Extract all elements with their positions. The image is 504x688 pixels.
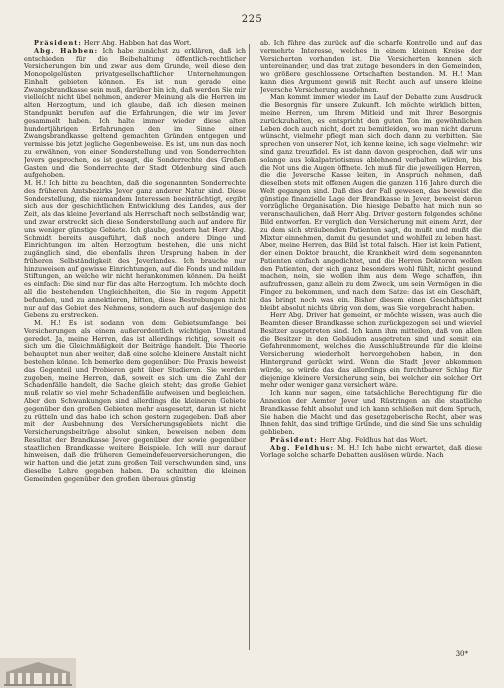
paragraph-text: Ich habe zunächst zu erklären, daß ich entschieden für die Beibehaltung öffentlich-rechtlicher Versicherungen bin und zwar aus dem Grunde, weil diese den Monopolgelüsten privatgesellschaftlicher Unternehmungen Einhalt gebieten können. Es ist nun gerade eine Zwangsbrandkasse sein muß, darüber bin ich, daß werden Sie mir vielleicht nicht übel nehmen, anderer Meinung als die Herren im alten Herzogtum, und ich glaube, daß ich diesen meinen Standpunkt berufen auf die Erfahrungen, die wir im Jever gesammelt haben. Ich halte immer wieder diese alten hundertjährigen Erfahrungen den im Sinne einer Zwangsbrandkasse geltend gemachten Gründen entgegen und vermisse bis jetzt jegliche Gegenbeweise. Es ist, um nun das noch zu erwähnen, von einer Sonderstellung und von Sonderrechten Jevers gesprochen, es ist gesagt, die Sonderrechte des Großen Gasten und die Sonderrechte der Stadt Oldenburg sind auch aufgehoben.	[24, 46, 246, 180]
left-column-paragraph	[24, 48, 246, 180]
speaker-name: Abg. Habben:	[34, 46, 99, 55]
right-column-paragraph	[260, 390, 482, 437]
paragraph-text: ab. Ich führe das zurück auf die scharfe Kontrolle und auf das vermehrte Interesse, welches in einem kleinen Kreise der Versicherten vorhanden ist. Die Versicherten kennen sich untereinander, und das trat zutage besonders in den Gemeinden, wo größere geschlossene Ortschaften bestanden. M. H.! Man kann dies Argument gewiß mit Recht auch auf unsere kleine Jeversche Versicherung ausdehnen.	[260, 40, 482, 94]
library-building-logo	[0, 658, 76, 688]
paragraph-text: Herr Abg. Feldhus hat das Wort.	[319, 435, 428, 444]
paragraph-text: Herr Abg. Driver hat gemeint, er möchte wissen, was auch die Beamten dieser Brandkasse schon zurückgezogen sei und wieviel Besitzer ausgetreten sind. Ich kann ihm mitteilen, daß von allen die Besitzer in den Gebäuden ausgetreten sind und somit ein Gefahrenmoment, welches die Ausschlußtreunde für die kleine Versicherung wiederholt hervorgehoben haben, in den Hintergrund gerückt wird. Wenn die Stadt Jever abkommen würde, so würde das das allerdings ein furchtbarer Schlag für diejenige kleinere Versicherung sein, bei welcher ein solcher Ort mehr oder weniger ganz versichert wäre.	[260, 311, 482, 390]
right-column	[260, 40, 482, 652]
right-column-paragraph	[260, 312, 482, 390]
signature-marker: 30*	[455, 650, 468, 658]
left-column	[24, 40, 246, 652]
paragraph-text: Ich kann nur sagen, eine tatsächliche Berechtigung für die Annexion der Aemter Jever und Rüstringen an die staatliche Brandkasse fehlt absolut und ich kann schließen mit dem Spruch, Sie haben die Macht und das gesetzgeberische Recht, aber was Ihnen fehlt, das sind triftige Gründe, und die sind Sie uns schuldig geblieben.	[260, 389, 482, 437]
right-column-paragraph	[260, 94, 482, 312]
paragraph-text: M. H.! Ich habe nicht erwartet, daß diese Vorlage solche scharfe Debatten auslösen würde. Nach	[260, 443, 482, 460]
page-number: 225	[241, 14, 263, 25]
right-column-paragraph	[260, 40, 482, 94]
speaker-name: Präsident:	[34, 40, 82, 47]
paragraph-text: Man kommt immer wieder im Lauf der Debatte zum Ausdruck die Besorgnis für unsere Zukunft. Ich möchte wirklich bitten, meine Herren, um Ihrem Mitleid und mit Ihrer Besorgnis zurückzuhalten, es entspricht den guten Ton im gewöhnlichen Leben doch auch nicht, dort zu bemitleiden, wo man nicht darum wünscht, vielmehr pflegt man sich doch dann zu verbitten. Sie sprechen von unserer Not, ich kenne keine, ich sage vielmehr: wir sind ganz treuzfidel. Es ist dann davon gesprochen, daß wir uns solange aus lokalpatriotismus ablehnend verhalten würden, bis die Not uns die Augen öffnete. Ich muß für die jeweiligen Herren, die die Jeversche Kasse leiten, in Anspruch nehmen, daß dieselben stets mit offenen Augen die ganzen 116 Jahre durch die Welt gegangen sind. Daß dies der Fall gewesen, das beweist die günstige finanzielle Lage der Brandkasse in Jever, beweist deren vorzügliche Organisation. Die hiesige Debatte hat mich nun so veranschaulichen, daß Herr Abg. Driver gestern folgendes schöne Bild entworfen. Er verglich den Versicherung mit einem Arzt, der zu dem sich sträubenden Patienten sagt, du mußt und mußt die Mixtur einnehmen, damit du gesundet und wohlfeil zu leben hast. Aber, meine Herren, das Bild ist total falsch. Hier ist kein Patient, der einen Doktor braucht, die Krankheit wird dem sogenannten Patienten einfach angedichtet, und die Herren Doktoren wollen den Patienten, der sich ganz besonders wohl fühlt, nicht gesund machen, nein, sie wollen ihm aus dem Wege schaffen, ihn aufzufressen, ganz allein zu dem Zweck, um sein Vermögen in die Finger zu bekommen, und nach dem Satze: das ist ein Geschäft, das bringt noch was ein. Bisher diesem einen Geschäftspunkt bleibt absolut nichts übrig von dem, was Sie vorgebracht haben.	[260, 93, 482, 312]
left-column-paragraph	[24, 180, 246, 320]
paragraph-text: Herr Abg. Habben hat das Wort.	[83, 40, 192, 47]
paragraph-text: M. H.! Ich bitte zu beachten, daß die sogenannten Sonderrechte des früheren Amtsbezirks Jever ganz anderer Natur sind. Diese Sonderstellung, die niemandem Interessen beeinträchtigt, ergibt sich aus der geschichtlichen Entwicklung des Landes, aus der Zeit, als das kleine Jeverland als Herrschaft noch selbständig war, und zwar erstreckt sich diese Sonderstellung auch auf andere für uns weniger günstige Gebiete. Ich glaube, gestern hat Herr Abg. Schmidt bereits ausgeführt, daß noch andere Dinge und Einrichtungen im alten Herzogtum bestehen, die uns nicht zugänglich sind, die ebenfalls ihren Ursprung haben in der früheren Selbständigkeit des Jeverlandes. Ich brauche nur hinzuweisen auf gewisse Einrichtungen, auf die Fonds und milden Stiftungen, an welche wir nicht herankommen können. Da heißt es einfach: Die sind nur für das alte Herzogtum. Ich möchte doch all die bestehenden Ungleichheiten, die Sie in regem Appetit befunden, und zu annektieren, bitten, diese Bestrebungen nicht nur auf das Gebiet des Nehmens, sondern auch auf dasjenige des Gebens zu erstrecken.	[24, 179, 246, 320]
speaker-name: Abg. Feldhus:	[270, 443, 334, 452]
speaker-name: Präsident:	[270, 435, 318, 444]
right-column-paragraph	[260, 445, 482, 461]
left-column-paragraph	[24, 320, 246, 483]
paragraph-text: M. H.! Es ist sodann von dem Gebietsumfange bei Versicherungen als einem außerordentlich wichtigen Umstand geredet. Ja, meine Herren, das ist allerdings richtig, soweit es sich um die Gleichmäßigkeit der Beiträge handelt. Die Theorie behauptet nun aber weiter, daß eine solche kleinere Anstalt nicht bestehen könne. Ich bemerke dem gegenüber: Die Praxis beweist das Gegenteil und Probieren geht über Studieren. Sie werden zugeben, meine Herren, daß, soweit es sich um die Zahl der Schadenfälle handelt, die Sache gleich steht; das große Gebiet muß relativ so viel mehr Schadenfälle aufweisen und begleichen. Aber den Schwankungen sind allerdings die kleineren Gebiete gegenüber den großen Gebieten mehr ausgesetzt, daran ist nicht zu rütteln und das habe ich schon gestern zugegeben. Daß aber mit der Ausbehnung des Versicherungsgebiets nicht die Versicherungsbeiträge absolut sinken, beweisen neben dem Resultat der Brandkasse Jever gegenüber der sowie gegenüber staatlichen Brandkasse weitere Beispiele. Ich will nur darauf hinweisen, daß die früheren Gemeindefeuerversicherungen, die wir hatten und die jetzt zum großen Teil verschwunden sind, uns dieselbe Lehre gegeben haben. Da schnitten die kleinen Gemeinden gegenüber den großen überaus günstig	[24, 319, 246, 483]
column-divider	[249, 44, 250, 650]
